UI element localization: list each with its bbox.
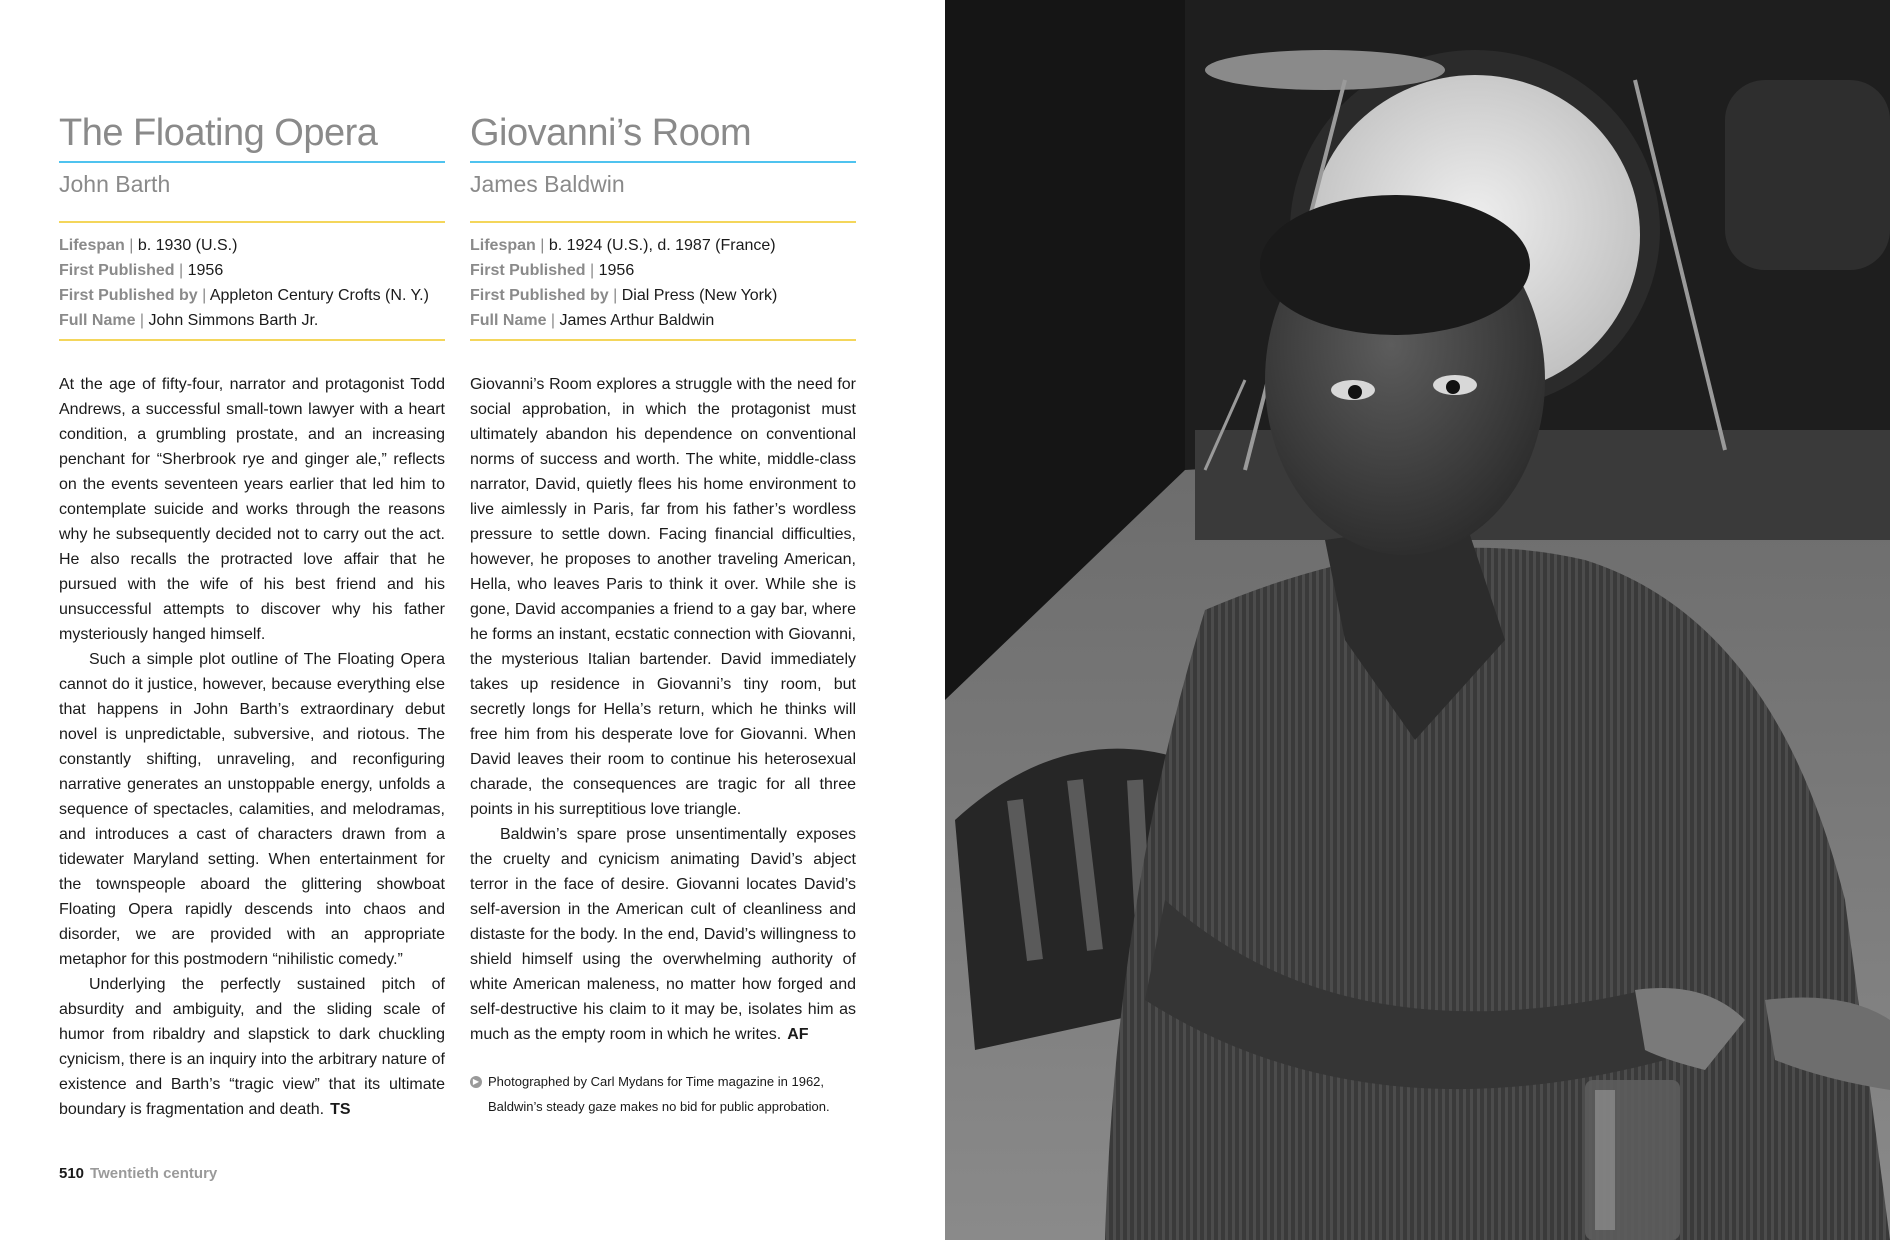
photograph-illustration [945,0,1890,1240]
book-author: John Barth [59,171,171,197]
review-paragraph: Such a simple plot outline of The Floating Opera cannot do it justice, however, because everything else that happens in John Barth’s extraordinary debut novel is unpredictable, subversive, and riotous. The constantly shifting, unraveling, and reconfiguring narrative generates an unstoppable energy, unfolds a sequence of spectacles, calamities, and melodramas, and introduces a cast of characters drawn from a tidewater Maryland setting. When entertainment for the townspeople aboard the glittering showboat Floating Opera rapidly descends into chaos and disorder, we are provided with an appropriate metaphor for this postmodern “nihilistic comedy.” [59,651,445,968]
photo-hair [1260,195,1530,335]
meta-lifespan: Lifespan | b. 1930 (U.S.) [59,237,238,254]
photo-caption [470,1069,856,1119]
book-title: The Floating Opera [59,112,378,154]
title-rule [59,161,445,163]
meta-value: 1956 [598,262,635,279]
meta-rule-top [470,221,856,223]
meta-first-published-by: First Published by | Appleton Century Crofts (N. Y.) [59,287,429,304]
page-number: 510 [59,1165,85,1182]
book-author: James Baldwin [470,171,625,197]
book-review-body [470,372,856,1047]
meta-value: John Simmons Barth Jr. [148,312,319,329]
meta-value: Dial Press (New York) [621,287,778,304]
meta-key: First Published [470,262,586,279]
meta-full-name: Full Name | James Arthur Baldwin [470,312,715,329]
meta-rule-top [59,221,445,223]
meta-key: Lifespan [470,237,536,254]
meta-value: b. 1924 (U.S.), d. 1987 (France) [548,237,776,254]
book-entry-giovannis-room [470,110,856,1119]
review-paragraph [59,972,445,1122]
meta-value: Appleton Century Crofts (N. Y.) [209,287,429,304]
review-paragraph: At the age of fifty-four, narrator and protagonist Todd Andrews, a successful small-town lawyer with a heart condition, a grumbling prostate, and an increasing penchant for “Sherbrook rye and ginger ale,” reflects on the events seventeen years earlier that led him to contemplate suicide and works through the reasons why he subsequently decided not to carry out the act. He also recalls the protracted love affair that he pursued with the wife of his best friend and his unsuccessful attempts to discover why his father mysteriously hanged himself. [59,376,445,643]
meta-key: First Published by [470,287,609,304]
meta-value: James Arthur Baldwin [559,312,715,329]
book-meta [470,233,856,333]
meta-value: b. 1930 (U.S.) [137,237,238,254]
reviewer-initials: AF [787,1026,809,1043]
meta-rule-bottom [470,339,856,341]
review-paragraph: Giovanni’s Room explores a struggle with the need for social approbation, in which the protagonist must ultimately abandon his dependence on conventional norms of success and worth. The white, middle-class narrator, David, quietly flees his home environment to live aimlessly in Paris, far from his father’s wordless pressure to settle down. Facing financial difficulties, however, he proposes to another traveling American, Hella, who leaves Paris to think it over. While she is gone, David accompanies a friend to a gay bar, where he forms an instant, ecstatic connection with Giovanni, the mysterious Italian bartender. David immediately takes up residence in Giovanni’s tiny room, but secretly longs for Hella’s return, which he thinks will free him from his desperate love for Giovanni. When David leaves their room to continue his heterosexual charade, the consequences are tragic for all three points in his surreptitious love triangle. [470,376,856,818]
meta-key: Lifespan [59,237,125,254]
page-folio [59,1165,217,1182]
review-paragraph [470,822,856,1047]
meta-lifespan: Lifespan | b. 1924 (U.S.), d. 1987 (France) [470,237,776,254]
book-meta [59,233,445,333]
section-name: Twentieth century [90,1165,218,1182]
book-entry-floating-opera [59,110,445,1122]
meta-key: Full Name [59,312,136,329]
title-rule [470,161,856,163]
reviewer-initials: TS [330,1101,351,1118]
meta-key: Full Name [470,312,547,329]
book-review-body [59,372,445,1122]
meta-first-published-by: First Published by | Dial Press (New York) [470,287,778,304]
photo-tom [1725,80,1890,270]
review-paragraph-text: Baldwin’s spare prose unsentimentally exposes the cruelty and cynicism animating David’s abject terror in the face of desire. Giovanni locates David’s self-aversion in the American cult of cleanliness and distaste for the body. In the end, David’s willingness to shield himself using the overwhelming authority of white American maleness, no matter how forged and self-destructive his claim to it may be, isolates him as much as the empty room in which he writes. [470,826,856,1043]
review-paragraph-text: Underlying the perfectly sustained pitch of absurdity and ambiguity, and the sliding scale of humor from ribaldry and slapstick to dark chuckling cynicism, there is an inquiry into the arbitrary nature of existence and Barth’s “tragic view” that its ultimate boundary is fragmentation and death. [59,976,445,1118]
meta-first-published: First Published | 1956 [470,262,635,279]
meta-first-published: First Published | 1956 [59,262,224,279]
meta-value: 1956 [187,262,224,279]
meta-key: First Published by [59,287,198,304]
meta-key: First Published [59,262,175,279]
meta-rule-bottom [59,339,445,341]
author-photograph [945,0,1890,1240]
book-title: Giovanni’s Room [470,112,752,154]
photo-caption-text: Photographed by Carl Mydans for Time magazine in 1962, Baldwin’s steady gaze makes no bid for public approbation. [488,1074,830,1114]
photo-cymbal [1205,50,1445,90]
caption-arrow-icon: ▶ [470,1076,482,1088]
meta-full-name: Full Name | John Simmons Barth Jr. [59,312,319,329]
